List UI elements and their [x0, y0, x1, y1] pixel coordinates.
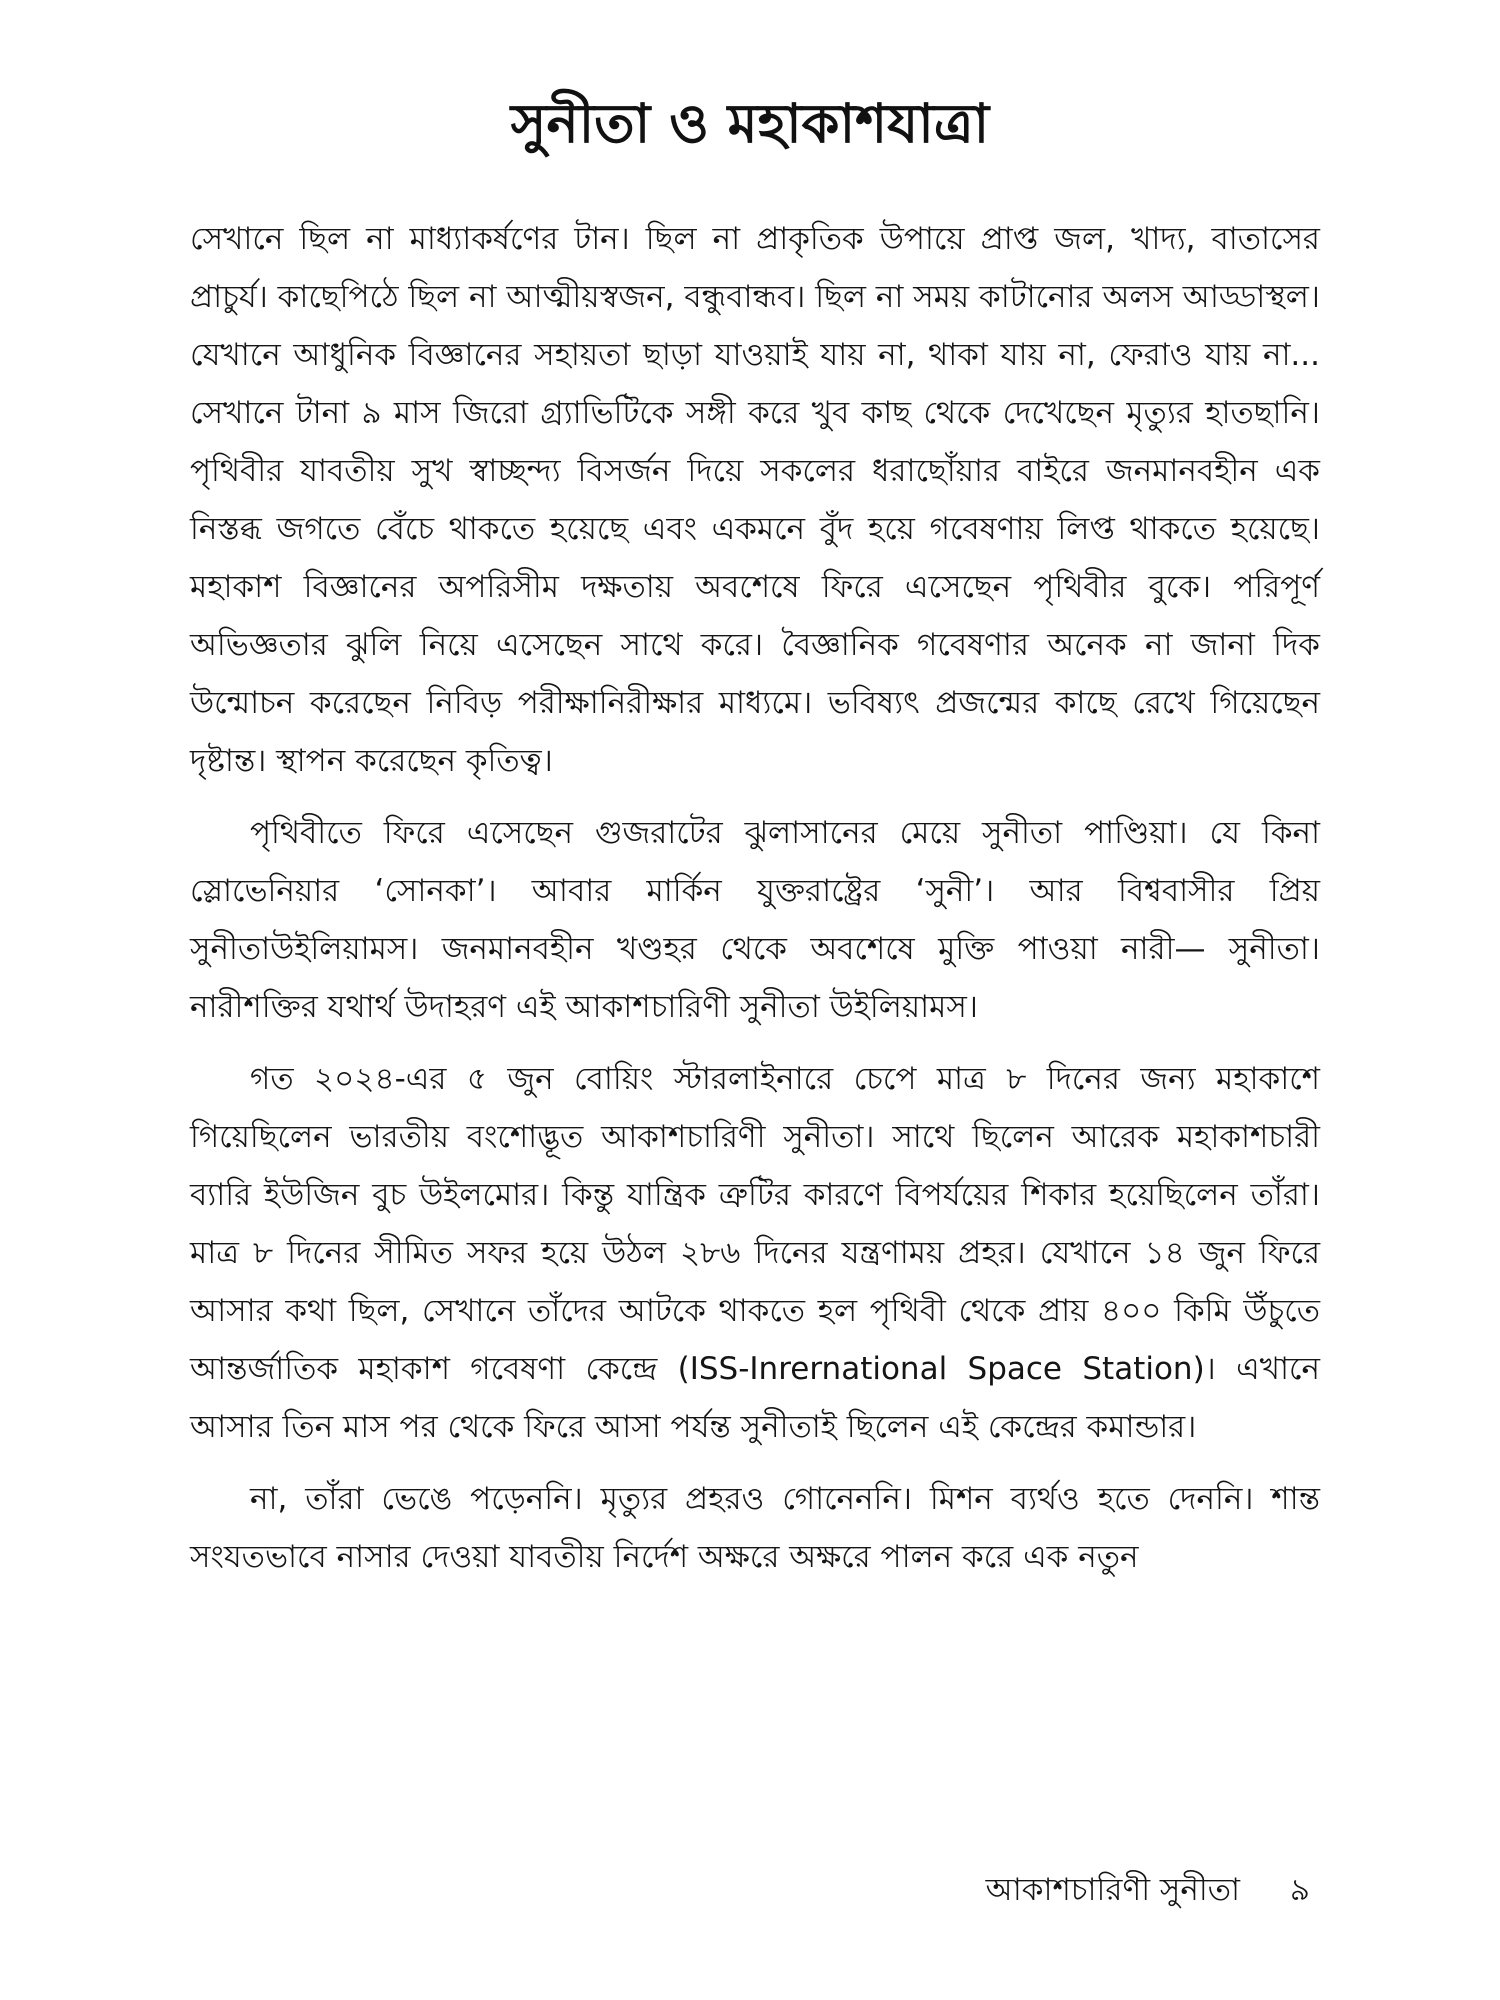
- body-text: [190, 210, 1320, 1600]
- paragraph-3: গত ২০২৪-এর ৫ জুন বোয়িং স্টারলাইনারে চেপে মাত্র ৮ দিনের জন্য মহাকাশে গিয়েছিলেন ভারতীয় বংশোদ্ভূত আকাশচারিণী সুনীতা। সাথে ছিলেন আরেক মহাকাশচারী ব্যারি ইউজিন বুচ উইলমোর। কিন্তু যান্ত্রিক ত্রুটির কারণে বিপর্যয়ের শিকার হয়েছিলেন তাঁরা। মাত্র ৮ দিনের সীমিত সফর হয়ে উঠল ২৮৬ দিনের যন্ত্রণাময় প্রহর। যেখানে ১৪ জুন ফিরে আসার কথা ছিল, সেখানে তাঁদের আটকে থাকতে হল পৃথিবী থেকে প্রায় ৪০০ কিমি উঁচুতে আন্তর্জাতিক মহাকাশ গবেষণা কেন্দ্রে (ISS-Inrernational Space Station)। এখানে আসার তিন মাস পর থেকে ফিরে আসা পর্যন্ত সুনীতাই ছিলেন এই কেন্দ্রের কমান্ডার।: [190, 1061, 1320, 1445]
- paragraph-4: না, তাঁরা ভেঙে পড়েননি। মৃত্যুর প্রহরও গোনেননি। মিশন ব্যর্থও হতে দেননি। শান্ত সংযতভাবে নাসার দেওয়া যাবতীয় নির্দেশ অক্ষরে অক্ষরে পালন করে এক নতুন: [190, 1481, 1320, 1575]
- page-footer: [986, 1870, 1310, 1910]
- chapter-title: সুনীতা ও মহাকাশযাত্রা: [510, 92, 990, 156]
- paragraph-1: সেখানে ছিল না মাধ্যাকর্ষণের টান। ছিল না প্রাকৃতিক উপায়ে প্রাপ্ত জল, খাদ্য, বাতাসের প্রাচুর্য। কাছেপিঠে ছিল না আত্মীয়স্বজন, বন্ধুবান্ধব। ছিল না সময় কাটানোর অলস আড্ডাস্থল। যেখানে আধুনিক বিজ্ঞানের সহায়তা ছাড়া যাওয়াই যায় না, থাকা যায় না, ফেরাও যায় না... সেখানে টানা ৯ মাস জিরো গ্র্যাভিটিকে সঙ্গী করে খুব কাছ থেকে দেখেছেন মৃত্যুর হাতছানি। পৃথিবীর যাবতীয় সুখ স্বাচ্ছন্দ্য বিসর্জন দিয়ে সকলের ধরাছোঁয়ার বাইরে জনমানবহীন এক নিস্তব্ধ জগতে বেঁচে থাকতে হয়েছে এবং একমনে বুঁদ হয়ে গবেষণায় লিপ্ত থাকতে হয়েছে। মহাকাশ বিজ্ঞানের অপরিসীম দক্ষতায় অবশেষে ফিরে এসেছেন পৃথিবীর বুকে। পরিপূর্ণ অভিজ্ঞতার ঝুলি নিয়ে এসেছেন সাথে করে। বৈজ্ঞানিক গবেষণার অনেক না জানা দিক উন্মোচন করেছেন নিবিড় পরীক্ষানিরীক্ষার মাধ্যমে। ভবিষ্যৎ প্রজন্মের কাছে রেখে গিয়েছেন দৃষ্টান্ত। স্থাপন করেছেন কৃতিত্ব।: [190, 221, 1320, 779]
- paragraph-2: পৃথিবীতে ফিরে এসেছেন গুজরাটের ঝুলাসানের মেয়ে সুনীতা পাণ্ডিয়া। যে কিনা স্লোভেনিয়ার ‘সোনকা’। আবার মার্কিন যুক্তরাষ্ট্রের ‘সুনী’। আর বিশ্ববাসীর প্রিয় সুনীতাউইলিয়ামস। জনমানবহীন খণ্ডহর থেকে অবশেষে মুক্তি পাওয়া নারী— সুনীতা। নারীশক্তির যথার্থ উদাহরণ এই আকাশচারিণী সুনীতা উইলিয়ামস।: [190, 815, 1320, 1025]
- running-title: আকাশচারিণী সুনীতা: [985, 1872, 1241, 1908]
- page-number: ৯: [1289, 1872, 1310, 1908]
